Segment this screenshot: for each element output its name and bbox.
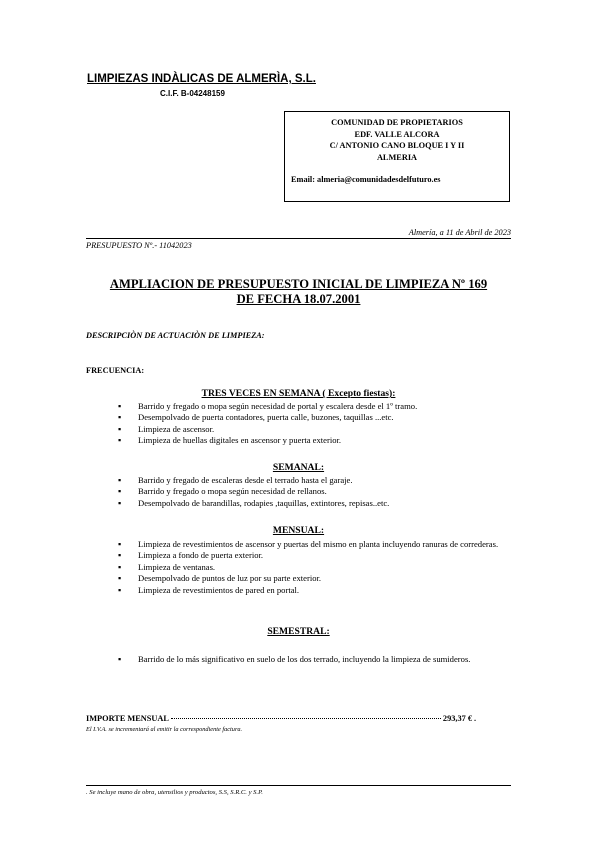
monthly-amount-value: 293,37 € . xyxy=(442,714,477,723)
list-item: ▪ Desempolvado de puerta contadores, puerta calle, buzones, taquillas ...etc. xyxy=(0,412,511,423)
recipient-line: C/ ANTONIO CANO BLOQUE I Y II xyxy=(329,141,465,150)
title-line-1: AMPLIACION DE PRESUPUESTO INICIAL DE LIMPIEZA Nº 169 xyxy=(109,277,488,291)
document-date: Almería, a 11 de Abril de 2023 xyxy=(86,228,511,239)
list-item: ▪ Desempolvado de puntos de luz por su parte exterior. xyxy=(0,573,511,584)
section-list-semiannual xyxy=(0,654,511,665)
recipient-email: Email: almeria@comunidadesdelfuturo.es xyxy=(291,175,441,184)
list-item: ▪ Limpieza de revestimientos de pared en portal. xyxy=(0,585,511,596)
list-item: ▪ Barrido y fregado o mopa según necesidad de portal y escalera desde el 1º tramo. xyxy=(0,401,511,412)
description-label: DESCRIPCIÒN DE ACTUACIÒN DE LIMPIEZA: xyxy=(86,331,265,340)
list-item: ▪ Limpieza de huellas digitales en ascensor y puerta exterior. xyxy=(0,435,511,446)
list-item: ▪ Limpieza de revestimientos de ascensor y puertas del mismo en planta incluyendo ranuras de correderas. xyxy=(0,539,511,550)
list-item: ▪ Limpieza de ventanas. xyxy=(0,562,511,573)
vat-note: El I.V.A. se incrementará al emitir la correspondiente factura. xyxy=(86,726,243,733)
section-heading-three-times-week: TRES VECES EN SEMANA ( Excepto fiestas): xyxy=(201,388,396,399)
list-item: ▪ Barrido de lo más significativo en suelo de los dos terrado, incluyendo la limpieza de sumideros. xyxy=(0,654,511,665)
company-cif: C.I.F. B-04248159 xyxy=(160,89,225,98)
footer-divider xyxy=(86,785,511,786)
title-line-2: DE FECHA 18.07.2001 xyxy=(236,292,361,306)
recipient-box xyxy=(284,111,510,202)
section-heading-weekly: SEMANAL: xyxy=(272,462,325,473)
section-heading-monthly: MENSUAL: xyxy=(272,525,325,536)
company-name: LIMPIEZAS INDÀLICAS DE ALMERÌA, S.L. xyxy=(87,73,316,85)
section-heading-semiannual: SEMESTRAL: xyxy=(267,626,330,637)
recipient-address xyxy=(285,117,509,163)
monthly-amount-label: IMPORTE MENSUAL xyxy=(86,714,169,723)
frequency-label: FRECUENCIA: xyxy=(86,366,145,375)
list-item: ▪ Limpieza de ascensor. xyxy=(0,424,511,435)
document-title xyxy=(86,277,511,307)
section-list-monthly xyxy=(0,539,511,596)
leader-dots xyxy=(171,718,441,719)
section-list-three-times-week xyxy=(0,401,511,447)
footnote: . Se incluye mano de obra, utensilios y productos, S.S, S.R.C. y S.P. xyxy=(86,789,263,796)
recipient-line: ALMERIA xyxy=(376,152,418,162)
section-list-weekly xyxy=(0,475,511,509)
list-item: ▪ Desempolvado de barandillas, rodapies ,taquillas, extintores, repisas..etc. xyxy=(0,498,511,509)
list-item: ▪ Limpieza a fondo de puerta exterior. xyxy=(0,550,511,561)
list-item: ▪ Barrido y fregado o mopa según necesidad de rellanos. xyxy=(0,486,511,497)
recipient-line: COMUNIDAD DE PROPIETARIOS xyxy=(331,118,463,127)
recipient-line: EDF. VALLE ALCORA xyxy=(354,129,440,139)
budget-number: PRESUPUESTO Nº.- 11042023 xyxy=(86,241,192,250)
monthly-amount xyxy=(86,714,476,723)
list-item: ▪ Barrido y fregado de escaleras desde el terrado hasta el garaje. xyxy=(0,475,511,486)
